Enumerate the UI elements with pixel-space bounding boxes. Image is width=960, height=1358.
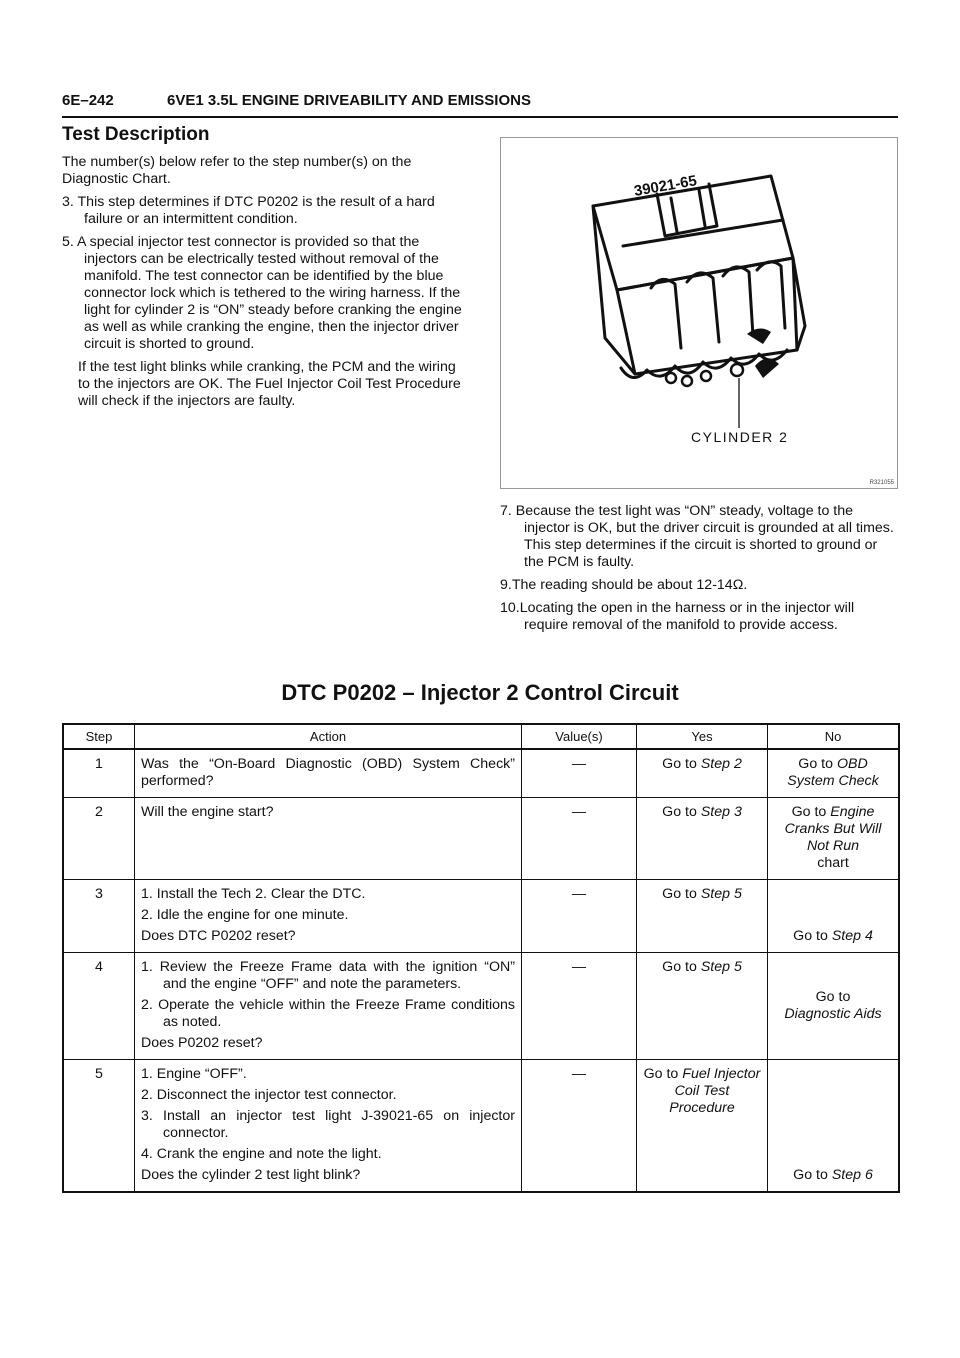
page-number: 6E–242 (62, 92, 114, 109)
connector-figure (500, 137, 898, 489)
action-line: 1. Install the Tech 2. Clear the DTC. (141, 886, 366, 902)
yes-link[interactable]: Step 2 (700, 756, 742, 772)
action-cell (135, 880, 522, 953)
action-cell (135, 749, 522, 798)
value-cell: — (522, 1060, 637, 1193)
yes-link[interactable]: Step 5 (700, 886, 742, 902)
action-line: 2. Idle the engine for one minute. (141, 907, 349, 923)
action-line: 1. Review the Freeze Frame data with the ignition “ON” and the engine “OFF” and note the parameters. (141, 959, 515, 992)
action-question: Does DTC P0202 reset? (141, 928, 296, 944)
test-description-heading: Test Description (62, 124, 210, 145)
step-number: 1 (63, 749, 135, 798)
yes-prefix: Go to (662, 756, 701, 772)
yes-cell (637, 798, 768, 880)
header-yes: Yes (637, 724, 768, 749)
header-no: No (768, 724, 900, 749)
yes-prefix: Go to (662, 804, 701, 820)
yes-link[interactable]: Step 5 (700, 959, 742, 975)
action-question: Does the cylinder 2 test light blink? (141, 1167, 361, 1183)
action-cell (135, 1060, 522, 1193)
step-number: 4 (63, 953, 135, 1060)
action-cell (135, 953, 522, 1060)
no-link[interactable]: OBD System Check (787, 756, 879, 789)
table-header-row (63, 724, 899, 749)
action-line: Will the engine start? (141, 804, 274, 820)
no-prefix: Go to (815, 988, 851, 1005)
no-prefix: Go to (791, 804, 831, 820)
yes-link[interactable]: Fuel Injector Coil Test Procedure (669, 1066, 761, 1116)
test-description-intro: The number(s) below refer to the step number(s) on the Diagnostic Chart. (62, 154, 412, 187)
action-line: 1. Engine “OFF”. (141, 1066, 247, 1082)
injector-test-connector-illustration (501, 138, 897, 488)
note-step-3: 3. This step determines if DTC P0202 is the result of a hard failure or an intermittent condition. (62, 194, 435, 227)
yes-cell (637, 880, 768, 953)
no-prefix: Go to (793, 928, 832, 944)
yes-link[interactable]: Step 3 (700, 804, 742, 820)
action-line: 4. Crank the engine and note the light. (141, 1146, 382, 1162)
note-step-7: 7. Because the test light was “ON” steady, voltage to the injector is OK, but the driver circuit is grounded at all times. This step determines if the circuit is shorted to ground or the PCM is faulty. (500, 503, 894, 570)
yes-cell (637, 1060, 768, 1193)
value-cell: — (522, 798, 637, 880)
yes-prefix: Go to (662, 886, 701, 902)
yes-prefix: Go to (662, 959, 701, 975)
no-cell (768, 953, 900, 1060)
table-row (63, 749, 899, 798)
note-step-5: 5. A special injector test connector is provided so that the injectors can be electrically tested without removal of the manifold. The test connector can be identified by the blue connector lock which is tethered to the wiring harness. If the light for cylinder 2 is “ON” steady before cranking the engine as well as while cranking the engine, then the injector driver circuit is shorted to ground. (62, 234, 462, 352)
action-question: Does P0202 reset? (141, 1035, 263, 1051)
value-cell: — (522, 749, 637, 798)
no-link[interactable]: Diagnostic Aids (784, 1005, 882, 1022)
no-cell (768, 798, 900, 880)
note-step-10: 10.Locating the open in the harness or in the injector will require removal of the manifold to provide access. (500, 600, 855, 633)
action-line: 2. Disconnect the injector test connector. (141, 1087, 397, 1103)
right-notes (500, 503, 900, 640)
action-line: Was the “On-Board Diagnostic (OBD) System Check” performed? (141, 756, 515, 789)
value-cell: — (522, 880, 637, 953)
header-values: Value(s) (522, 724, 637, 749)
header-action: Action (135, 724, 522, 749)
no-prefix: Go to (798, 756, 837, 772)
dtc-title: DTC P0202 – Injector 2 Control Circuit (281, 680, 679, 705)
section-title: 6VE1 3.5L ENGINE DRIVEABILITY AND EMISSIONS (167, 92, 531, 109)
table-row (63, 880, 899, 953)
action-line: 2. Operate the vehicle within the Freeze Frame conditions as noted. (141, 997, 515, 1030)
note-step-9: 9.The reading should be about 12-14Ω. (500, 577, 748, 593)
table-row (63, 953, 899, 1060)
test-description (62, 124, 467, 416)
no-suffix: chart (817, 855, 849, 871)
note-step-5-continued: If the test light blinks while cranking, the PCM and the wiring to the injectors are OK. The Fuel Injector Coil Test Procedure will check if the injectors are faulty. (78, 359, 461, 409)
no-cell (768, 1060, 900, 1193)
yes-cell (637, 953, 768, 1060)
no-link[interactable]: Step 4 (831, 928, 873, 944)
no-prefix: Go to (793, 1167, 832, 1183)
table-row (63, 798, 899, 880)
page-header (62, 92, 898, 118)
value-cell: — (522, 953, 637, 1060)
part-number-label: 39021-65 (632, 172, 699, 200)
step-number: 2 (63, 798, 135, 880)
figure-code: R321055 (869, 480, 894, 486)
table-row (63, 1060, 899, 1193)
yes-prefix: Go to (643, 1066, 683, 1082)
action-line: 3. Install an injector test light J-39021-65 on injector connector. (141, 1108, 515, 1141)
no-link[interactable]: Engine Cranks But Will Not Run (784, 804, 882, 854)
step-number: 5 (63, 1060, 135, 1193)
header-step: Step (63, 724, 135, 749)
no-link[interactable]: Step 6 (831, 1167, 873, 1183)
diagnostic-table (62, 723, 900, 1193)
step-number: 3 (63, 880, 135, 953)
yes-cell (637, 749, 768, 798)
no-cell (768, 880, 900, 953)
cylinder-callout-label: CYLINDER 2 (691, 429, 789, 445)
action-cell (135, 798, 522, 880)
no-cell (768, 749, 900, 798)
